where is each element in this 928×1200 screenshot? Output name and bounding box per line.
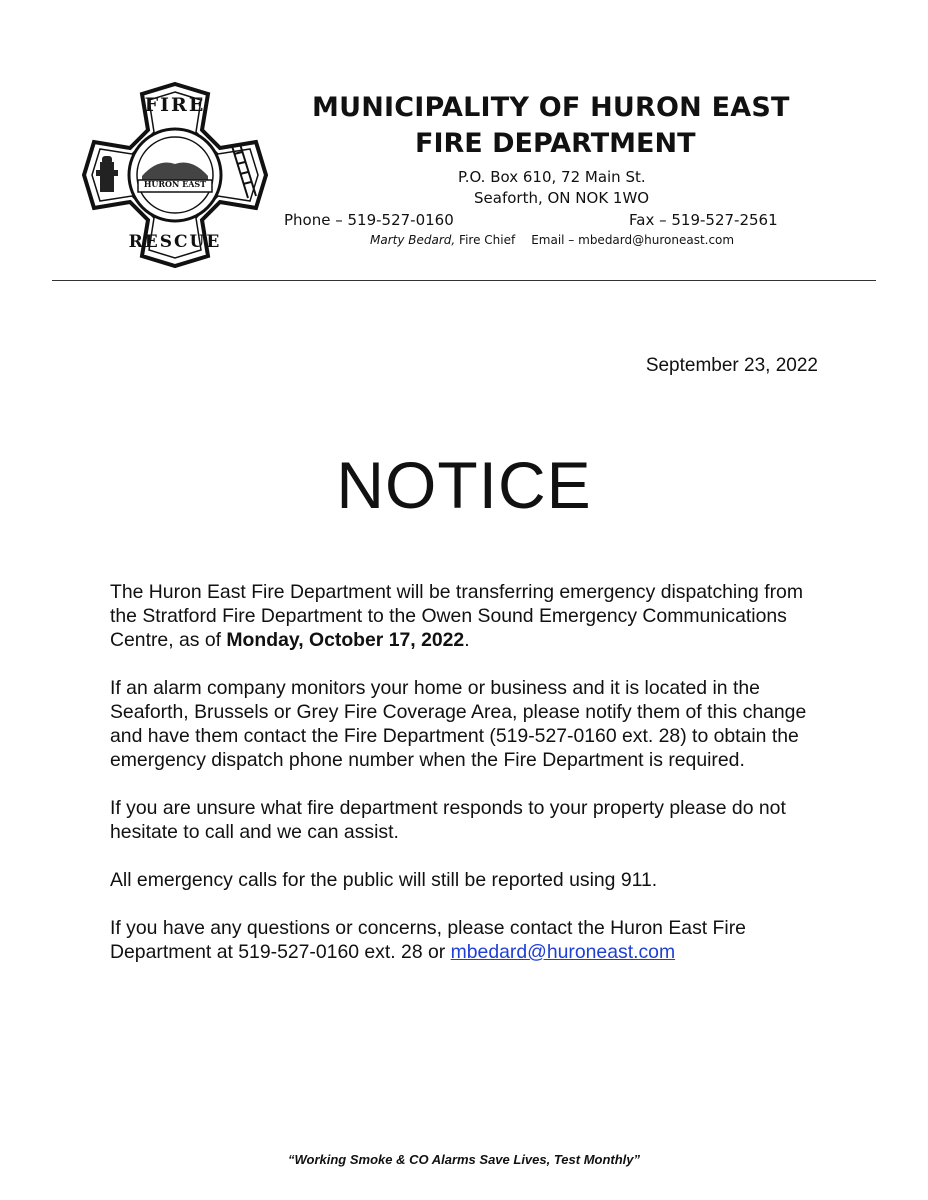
chief-title: Fire Chief <box>455 233 516 247</box>
header-title-line2: FIRE DEPARTMENT <box>415 128 696 159</box>
notice-title: NOTICE <box>336 448 592 522</box>
paragraph-5: If you have any questions or concerns, please contact the Huron East Fire Department at 519-527-0160 ext. 28 or mbedard@huroneast.com <box>110 917 746 963</box>
chief-name: Marty Bedard, <box>370 233 456 247</box>
transfer-date: Monday, October 17, 2022 <box>226 629 465 651</box>
paragraph-1: The Huron East Fire Department will be transferring emergency dispatching from the Stratford Fire Department to the Owen Sound Emergency Communications Centre, as of Monday, October 17, 2022. <box>110 581 803 651</box>
address-line2: Seaforth, ON NOK 1WO <box>474 189 650 207</box>
paragraph-2: If an alarm company monitors your home or business and it is located in the Seaforth, Brussels or Grey Fire Coverage Area, please notify them of this change and have them contact the Fire Department (519-527-0160 ext. 28) to obtain the emergency dispatch phone number when the Fire Department is required. <box>110 677 807 771</box>
phone-number: Phone – 519-527-0160 <box>284 211 454 229</box>
notice-body <box>110 580 830 988</box>
logo-top-text: FIRE <box>144 94 206 116</box>
fax-number: Fax – 519-527-2561 <box>629 211 778 229</box>
logo-center-text: HURON EAST <box>143 179 207 189</box>
address-line1: P.O. Box 610, 72 Main St. <box>458 168 646 186</box>
fire-department-logo <box>80 80 270 270</box>
letter-date: September 23, 2022 <box>645 355 818 376</box>
email-link[interactable]: mbedard@huroneast.com <box>450 941 676 963</box>
paragraph-3: If you are unsure what fire department responds to your property please do not hesitate to call and we can assist. <box>110 797 786 843</box>
footer-slogan: “Working Smoke & CO Alarms Save Lives, Test Monthly” <box>287 1152 641 1167</box>
header-title-line1: MUNICIPALITY OF HURON EAST <box>312 92 790 123</box>
header-email: Email – mbedard@huroneast.com <box>531 233 735 247</box>
logo-bottom-text: RESCUE <box>128 232 222 252</box>
header-divider <box>52 280 876 281</box>
paragraph-4: All emergency calls for the public will still be reported using 911. <box>110 869 658 891</box>
chief-line <box>370 233 734 247</box>
